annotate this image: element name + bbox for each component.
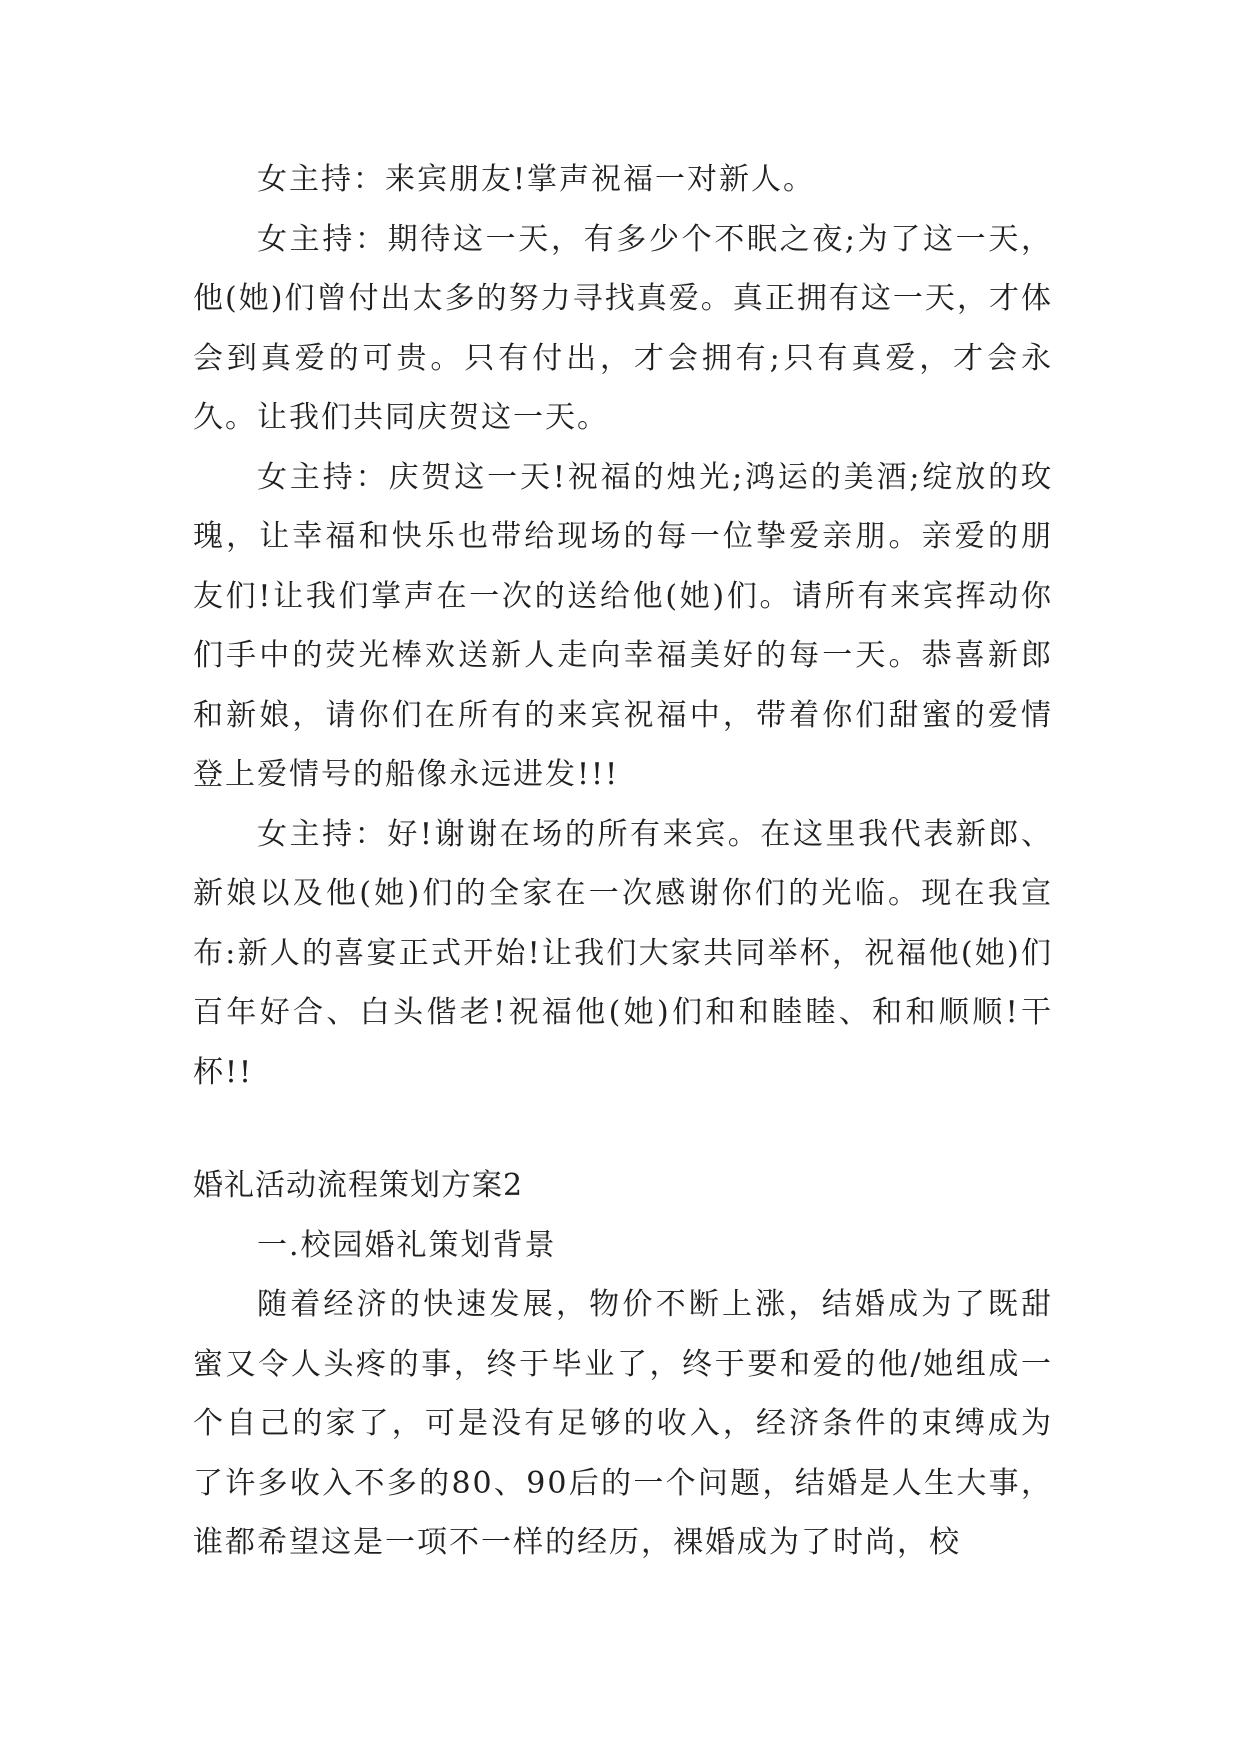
section-subtitle: 一.校园婚礼策划背景 <box>257 1227 557 1263</box>
section-body: 随着经济的快速发展，物价不断上涨，结婚成为了既甜蜜又令人头疼的事，终于毕业了，终于要和爱的他/她组成一个自己的家了，可是没有足够的收入，经济条件的束缚成为了许多收入不多的80、90后的一个问题，结婚是人生大事，谁都希望这是一项不一样的经历，裸婚成为了时尚，校 <box>193 1287 1053 1560</box>
paragraph-4: 女主持：好!谢谢在场的所有来宾。在这里我代表新郎、新娘以及他(她)们的全家在一次感谢你们的光临。现在我宣布:新人的喜宴正式开始!让我们大家共同举杯，祝福他(她)们百年好合、白头偕老!祝福他(她)们和和睦睦、和和顺顺!干杯!! <box>193 816 1053 1090</box>
paragraph-3: 女主持：庆贺这一天!祝福的烛光;鸿运的美酒;绽放的玫瑰，让幸福和快乐也带给现场的每一位挚爱亲朋。亲爱的朋友们!让我们掌声在一次的送给他(她)们。请所有来宾挥动你们手中的荧光棒欢送新人走向幸福美好的每一天。恭喜新郎和新娘，请你们在所有的来宾祝福中，带着你们甜蜜的爱情登上爱情号的船像永远进发!!! <box>193 459 1053 792</box>
paragraph-1: 女主持：来宾朋友!掌声祝福一对新人。 <box>257 162 816 197</box>
section-title: 婚礼活动流程策划方案2 <box>193 1168 524 1203</box>
paragraph-2: 女主持：期待这一天，有多少个不眠之夜;为了这一天，他(她)们曾付出太多的努力寻找真爱。真正拥有这一天，才体会到真爱的可贵。只有付出，才会拥有;只有真爱，才会永久。让我们共同庆贺这一天。 <box>193 221 1053 435</box>
document-page <box>193 150 1053 1573</box>
